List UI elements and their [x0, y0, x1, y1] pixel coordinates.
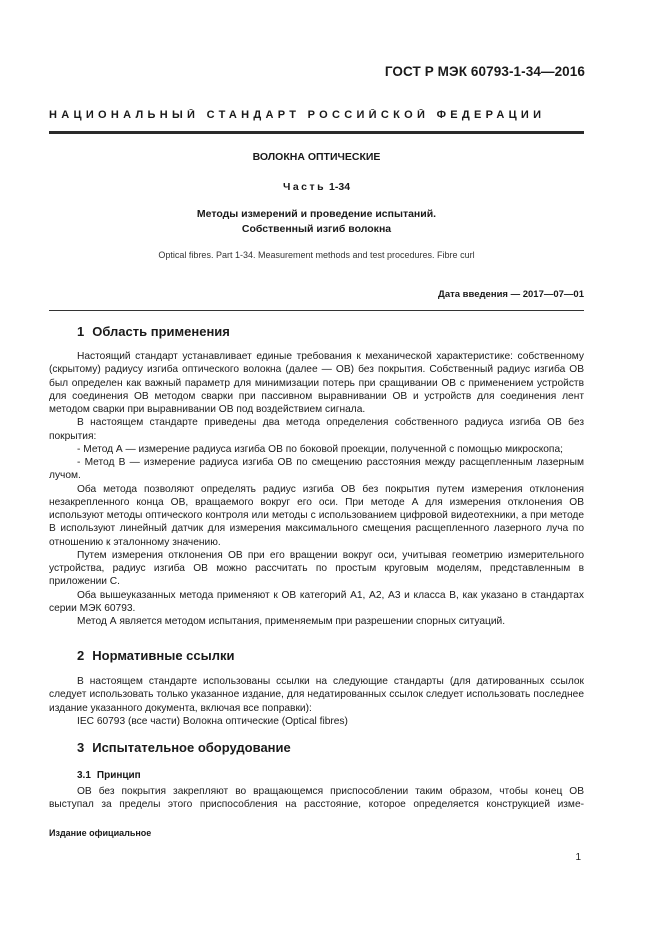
paragraph: Метод А является методом испытания, применяемым при разрешении спорных ситуаций.: [77, 616, 506, 627]
intro-date: Дата введения — 2017—07—01: [438, 289, 584, 300]
date-divider: [49, 310, 584, 311]
page-number: 1: [575, 852, 581, 863]
subsection-number: 3.1: [77, 770, 91, 781]
paragraph: Настоящий стандарт устанавливает единые требования к механической характеристике: собственному (скрытому) радиусу изгиба оптического волокна (далее — ОВ) без покрытия. Собственный радиус изгиба ОВ был определен как важный параметр для минимизации потерь при сращивании ОВ с применением устройств для соединения ОВ методом сварки при пассивном выравнивании ОВ и устройств для соединения лент методом сварки при выравнивании ОВ под воздействием сигнала.: [49, 351, 584, 415]
section-title: Испытательное оборудование: [92, 740, 291, 755]
subtitle: [49, 207, 584, 237]
official-edition-label: Издание официальное: [49, 828, 152, 838]
section-3-heading: [77, 740, 291, 755]
paragraph: В настоящем стандарте использованы ссылки на следующие стандарты (для датированных ссылок следует использовать только указанное издание, для недатированных ссылок следует использовать последнее издание указанного документа, включая все поправки):: [49, 676, 584, 714]
section-2-heading: [77, 648, 234, 663]
document-code: ГОСТ Р МЭК 60793-1-34—2016: [384, 64, 585, 79]
list-item: - Метод В — измерение радиуса изгиба ОВ по смещению расстояния между расщепленным лазерным лучом.: [49, 457, 584, 482]
section-1-heading: [77, 324, 230, 339]
subtitle-line-2: Собственный изгиб волокна: [241, 223, 392, 235]
paragraph: Оба вышеуказанных метода применяют к ОВ категорий А1, А2, А3 и класса В, как указано в стандартах серии МЭК 60793.: [49, 589, 584, 614]
list-item: - Метод А — измерение радиуса изгиба ОВ по боковой проекции, полученной с помощью микроскопа;: [77, 443, 563, 455]
subtitle-line-1: Методы измерений и проведение испытаний.: [196, 208, 437, 220]
main-title: ВОЛОКНА ОПТИЧЕСКИЕ: [252, 151, 381, 163]
english-title: Optical fibres. Part 1-34. Measurement methods and test procedures. Fibre curl: [158, 250, 475, 260]
part-word: Часть: [282, 181, 327, 193]
section-title: Нормативные ссылки: [92, 648, 235, 663]
paragraph: ОВ без покрытия закрепляют во вращающемся приспособлении таким образом, чтобы конец ОВ выступал за пределы этого приспособления на расстояние, которое определяется конструкцией изме-: [49, 786, 584, 811]
paragraph: В настоящем стандарте приведены два метода определения собственного радиуса изгиба ОВ без покрытия:: [49, 417, 584, 442]
paragraph: Путем измерения отклонения ОВ при его вращении вокруг оси, учитывая геометрию измерительного устройства, радиус изгиба ОВ можно рассчитать по простым круговым моделям, представленным в приложении С.: [49, 549, 584, 588]
section-title: Область применения: [92, 324, 230, 339]
reference-item: IEC 60793 (все части) Волокна оптические (Optical fibres): [77, 715, 348, 727]
section-number: 2: [77, 648, 85, 663]
section-1-body: [49, 350, 584, 628]
header-divider: [49, 131, 584, 134]
part-line: [49, 181, 584, 193]
section-number: 3: [77, 740, 85, 755]
part-number: 1-34: [329, 181, 351, 193]
paragraph: Оба метода позволяют определять радиус изгиба ОВ без покрытия путем измерения отклонения незакрепленного конца ОВ, вращаемого вокруг его оси. При методе А для измерения отклонения ОВ используют методы оптического контроля или методы с использованием цифровой видеотехники, а при методе В используют линейный датчик для измерения максимального смещения расщепленного лазерного луча по отношению к эталонному значению.: [49, 483, 584, 548]
subsection-3-1-heading: [77, 770, 141, 781]
section-2-body: [49, 675, 584, 728]
subsection-3-1-body: [49, 785, 584, 812]
section-number: 1: [77, 324, 85, 339]
national-standard-banner: НАЦИОНАЛЬНЫЙ СТАНДАРТ РОССИЙСКОЙ ФЕДЕРАЦИИ: [49, 109, 546, 121]
subsection-title: Принцип: [96, 770, 141, 781]
